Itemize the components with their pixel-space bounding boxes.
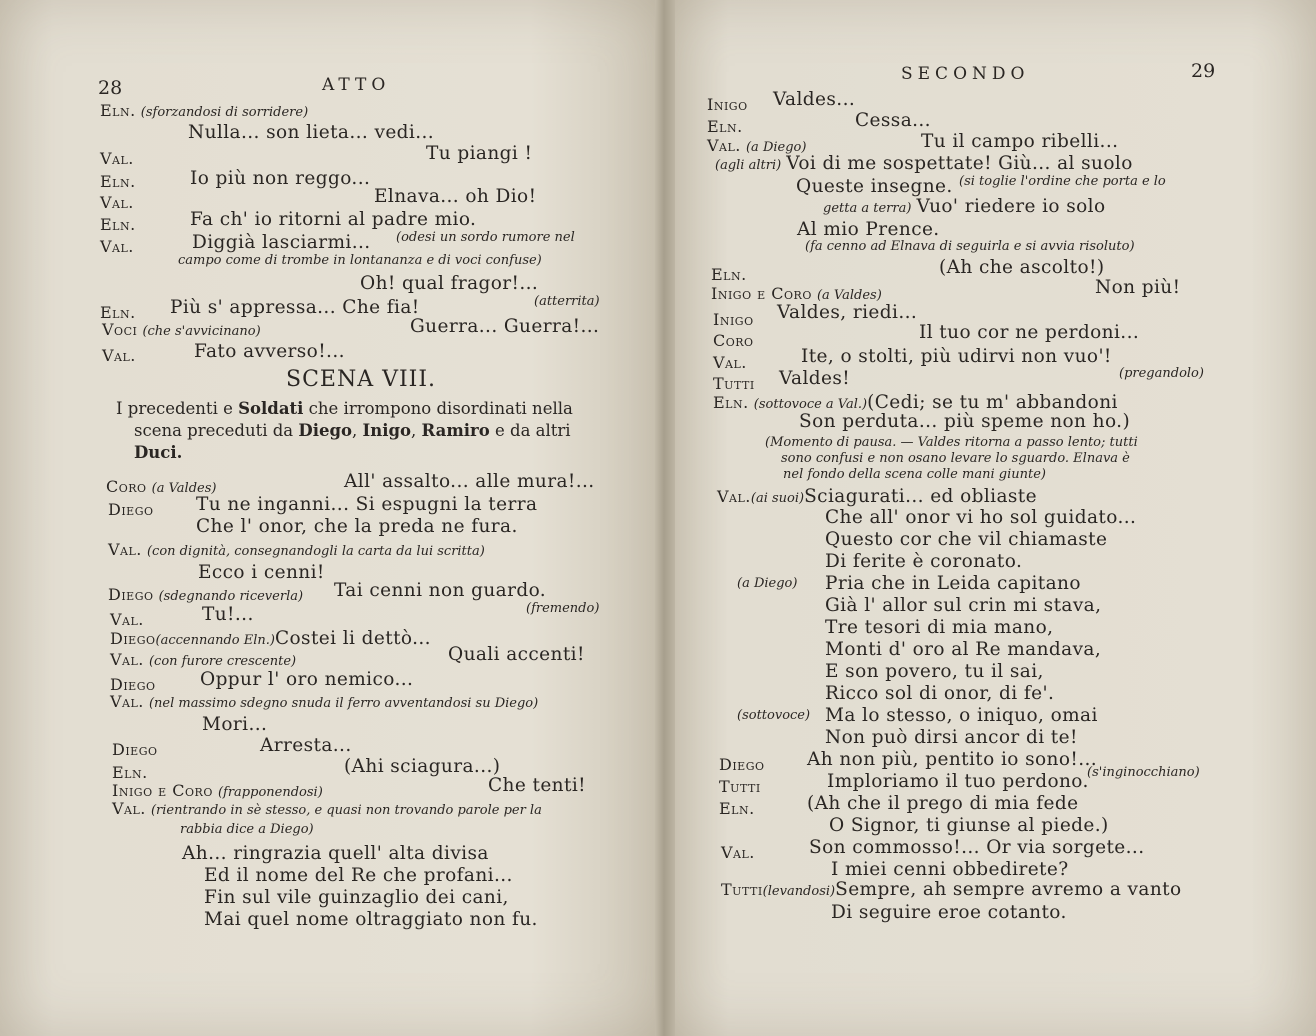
verse-line: Al mio Prence.	[797, 219, 940, 240]
verse-line: Son commosso!... Or via sorgete...	[809, 837, 1145, 858]
speaker: Coro	[106, 477, 147, 496]
stage-direction: (a Diego)	[745, 140, 807, 155]
stage-direction: (con furore crescente)	[148, 654, 297, 669]
speaker: Diego	[108, 585, 154, 604]
stage-direction: (a Diego)	[737, 576, 798, 591]
verse-line: Il tuo cor ne perdoni...	[919, 322, 1140, 343]
speaker: Eln.	[112, 763, 148, 782]
stage-direction: (con dignità, consegnandogli la carta da lui scritta)	[146, 544, 485, 559]
stage-direction: (accennando Eln.)	[155, 633, 275, 648]
verse-line: Io più non reggo...	[190, 168, 371, 189]
speaker: Eln.	[719, 799, 755, 818]
speaker: Val.	[112, 799, 146, 818]
verse-line: Tu il campo ribelli...	[921, 131, 1119, 152]
verse-line: (Cedi; se tu m' abbandoni	[867, 392, 1118, 413]
right-page	[663, 0, 1316, 1036]
stage-direction: (odesi un sordo rumore nel	[396, 230, 575, 245]
stage-direction: getta a terra)	[823, 201, 912, 216]
line	[110, 692, 538, 711]
speaker: Val.	[110, 650, 144, 669]
stage-direction: (sdegnando riceverla)	[158, 589, 304, 604]
verse-line: Valdes...	[773, 89, 856, 110]
verse-line: Ah... ringrazia quell' alta divisa	[182, 843, 489, 864]
line	[721, 879, 1182, 900]
verse-line: (Ah che ascolto!)	[939, 257, 1105, 278]
speaker: Eln.	[707, 117, 743, 136]
verse-line: Di seguire eroe cotanto.	[831, 902, 1067, 923]
verse-line: Fin sul vile guinzaglio dei cani,	[204, 887, 509, 908]
verse-line: Oppur l' oro nemico...	[200, 669, 414, 690]
stage-direction: (sottovoce)	[737, 708, 811, 723]
verse-line: Che l' onor, che la preda ne fura.	[196, 516, 518, 537]
verse-line: Non può dirsi ancor di te!	[825, 727, 1078, 748]
stage-direction: (si toglie l'ordine che porta e lo	[959, 174, 1166, 189]
verse-line: Tu ne inganni... Si espugni la terra	[196, 494, 538, 515]
speaker: Val.	[108, 540, 142, 559]
verse-line: Monti d' oro al Re mandava,	[825, 639, 1102, 660]
page-number: 29	[1191, 60, 1216, 82]
verse-line: Valdes!	[779, 368, 851, 389]
verse-line: Mori...	[202, 714, 268, 735]
line	[823, 196, 1106, 217]
verse-line: Diggià lasciarmi...	[192, 232, 371, 253]
line	[715, 153, 1133, 174]
speaker: Val.	[707, 136, 741, 155]
line	[112, 799, 542, 818]
stage-direction: sono confusi e non osano levare lo sguardo. Elnava è	[781, 451, 1130, 466]
speaker: Val.	[100, 193, 134, 212]
verse-line: Sciagurati... ed obliaste	[804, 486, 1037, 507]
stage-direction: campo come di trombe in lontananza e di voci confuse)	[178, 253, 542, 268]
stage-direction: (nel massimo sdegno snuda il ferro avventandosi su Diego)	[148, 696, 539, 711]
speaker: Eln.	[100, 172, 136, 191]
verse-line: All' assalto... alle mura!...	[344, 471, 595, 492]
speaker: Tutti	[713, 374, 755, 393]
speaker: Diego	[112, 740, 158, 759]
verse-line: Queste insegne.	[796, 176, 953, 197]
verse-line: Tu!...	[202, 604, 254, 625]
verse-line: Guerra... Guerra!...	[410, 316, 600, 337]
verse-line: Di ferite è coronato.	[825, 551, 1023, 572]
verse-line: Ite, o stolti, più udirvi non vuo'!	[801, 346, 1112, 367]
speaker: Diego	[110, 675, 156, 694]
line	[717, 486, 1037, 507]
stage-direction: nel fondo della scena colle mani giunte)	[783, 467, 1046, 482]
verse-line: Questo cor che vil chiamaste	[825, 529, 1108, 550]
verse-line: Che tenti!	[488, 775, 586, 796]
stage-direction: (pregandolo)	[1119, 366, 1204, 381]
speaker: Tutti	[719, 777, 761, 796]
stage-direction: (agli altri)	[715, 158, 782, 173]
stage-direction: (rientrando in sè stesso, e quasi non trovando parole per la	[150, 803, 542, 818]
verse-line: Ma lo stesso, o iniquo, omai	[825, 705, 1098, 726]
speaker: Tutti	[721, 880, 763, 899]
line	[102, 320, 261, 339]
scene-description: I precedenti e Soldati che irrompono disordinati nella scena preceduti da Diego, Inigo, Ramiro e da altri Duci.	[116, 399, 573, 462]
verse-line: Imploriamo il tuo perdono.	[827, 771, 1089, 792]
stage-direction: (ai suoi)	[750, 491, 805, 506]
verse-line: Ecco i cenni!	[198, 562, 325, 583]
page-number: 28	[98, 77, 123, 99]
speaker: Coro	[713, 331, 754, 350]
speaker: Eln.	[100, 101, 136, 120]
speaker: Inigo e Coro	[711, 284, 812, 303]
speaker: Diego	[110, 629, 156, 648]
speaker: Inigo	[713, 310, 754, 329]
verse-line: Tai cenni non guardo.	[334, 580, 547, 601]
verse-line: Voi di me sospettate! Giù... al suolo	[786, 153, 1133, 174]
line	[713, 392, 1118, 413]
speaker: Val.	[721, 843, 755, 862]
verse-line: Sempre, ah sempre avremo a vanto	[835, 879, 1182, 900]
stage-direction: (fa cenno ad Elnava di seguirla e si avvia risoluto)	[805, 239, 1135, 254]
speaker: Val.	[110, 692, 144, 711]
stage-direction: rabbia dice a Diego)	[180, 822, 314, 837]
verse-line: Ah non più, pentito io sono!...	[807, 749, 1098, 770]
verse-line: Quali accenti!	[448, 644, 585, 665]
speaker: Diego	[108, 500, 154, 519]
verse-line: O Signor, ti giunse al piede.)	[829, 815, 1109, 836]
verse-line: I miei cenni obbedirete?	[831, 859, 1069, 880]
speaker: Val.	[110, 610, 144, 629]
verse-line: E son povero, tu il sai,	[825, 661, 1044, 682]
speaker: Eln.	[711, 265, 747, 284]
verse-line: Già l' allor sul crin mi stava,	[825, 595, 1102, 616]
stage-direction: (sforzandosi di sorridere)	[140, 105, 309, 120]
speaker: Val.	[100, 149, 134, 168]
verse-line: Valdes, riedi...	[777, 302, 918, 323]
scene-heading: SCENA VIII.	[286, 367, 437, 392]
line	[711, 284, 882, 303]
speaker: Val.	[713, 353, 747, 372]
running-head: SECONDO	[901, 64, 1030, 84]
speaker: Val.	[717, 487, 751, 506]
speaker: Diego	[719, 755, 765, 774]
speaker: Inigo	[707, 95, 748, 114]
verse-line: Pria che in Leida capitano	[825, 573, 1081, 594]
stage-direction: (che s'avvicinano)	[142, 324, 261, 339]
verse-line: Mai quel nome oltraggiato non fu.	[204, 909, 538, 930]
stage-direction: (fremendo)	[526, 601, 600, 616]
verse-line: Nulla... son lieta... vedi...	[188, 122, 435, 143]
stage-direction: (sottovoce a Val.)	[753, 397, 868, 412]
line	[110, 628, 431, 649]
stage-direction: (a Valdes)	[151, 481, 217, 496]
verse-line: Tu piangi !	[426, 143, 533, 164]
verse-line: Fa ch' io ritorni al padre mio.	[190, 209, 477, 230]
verse-line: Non più!	[1095, 277, 1181, 298]
book-gutter	[655, 0, 675, 1036]
verse-line: Vuo' riedere io solo	[916, 196, 1106, 217]
verse-line: Che all' onor vi ho sol guidato...	[825, 507, 1137, 528]
speaker: Val.	[100, 237, 134, 256]
line	[112, 781, 323, 800]
stage-direction: (a Valdes)	[816, 288, 882, 303]
stage-direction: (s'inginocchiano)	[1087, 765, 1200, 780]
verse-line: Ricco sol di onor, di fe'.	[825, 683, 1055, 704]
verse-line: Ed il nome del Re che profani...	[204, 865, 513, 886]
verse-line: (Ah che il prego di mia fede	[807, 793, 1079, 814]
line	[108, 540, 485, 559]
verse-line: Son perduta... più speme non ho.)	[799, 411, 1131, 432]
running-head: ATTO	[322, 75, 391, 95]
speaker: Inigo e Coro	[112, 781, 213, 800]
verse-line: Tre tesori di mia mano,	[825, 617, 1054, 638]
line	[110, 650, 296, 669]
speaker: Val.	[102, 346, 136, 365]
stage-direction: (frapponendosi)	[217, 785, 323, 800]
verse-line: Fato avverso!...	[194, 341, 345, 362]
speaker: Eln.	[713, 393, 749, 412]
stage-direction: (atterrita)	[534, 294, 600, 309]
verse-line: Oh! qual fragor!...	[360, 273, 539, 294]
speaker: Voci	[102, 320, 138, 339]
speaker: Eln.	[100, 215, 136, 234]
speaker: Eln.	[100, 303, 136, 322]
verse-line: (Ahi sciagura...)	[344, 756, 501, 777]
verse-line: Più s' appressa... Che fia!	[170, 297, 420, 318]
stage-direction: (levandosi)	[762, 884, 836, 899]
line	[108, 585, 303, 604]
verse-line: Arresta...	[260, 735, 352, 756]
line	[100, 101, 308, 120]
verse-line: Elnava... oh Dio!	[374, 186, 537, 207]
verse-line: Cessa...	[855, 110, 931, 131]
verse-line: Costei li dettò...	[274, 628, 431, 649]
stage-direction: (Momento di pausa. — Valdes ritorna a passo lento; tutti	[765, 435, 1138, 450]
